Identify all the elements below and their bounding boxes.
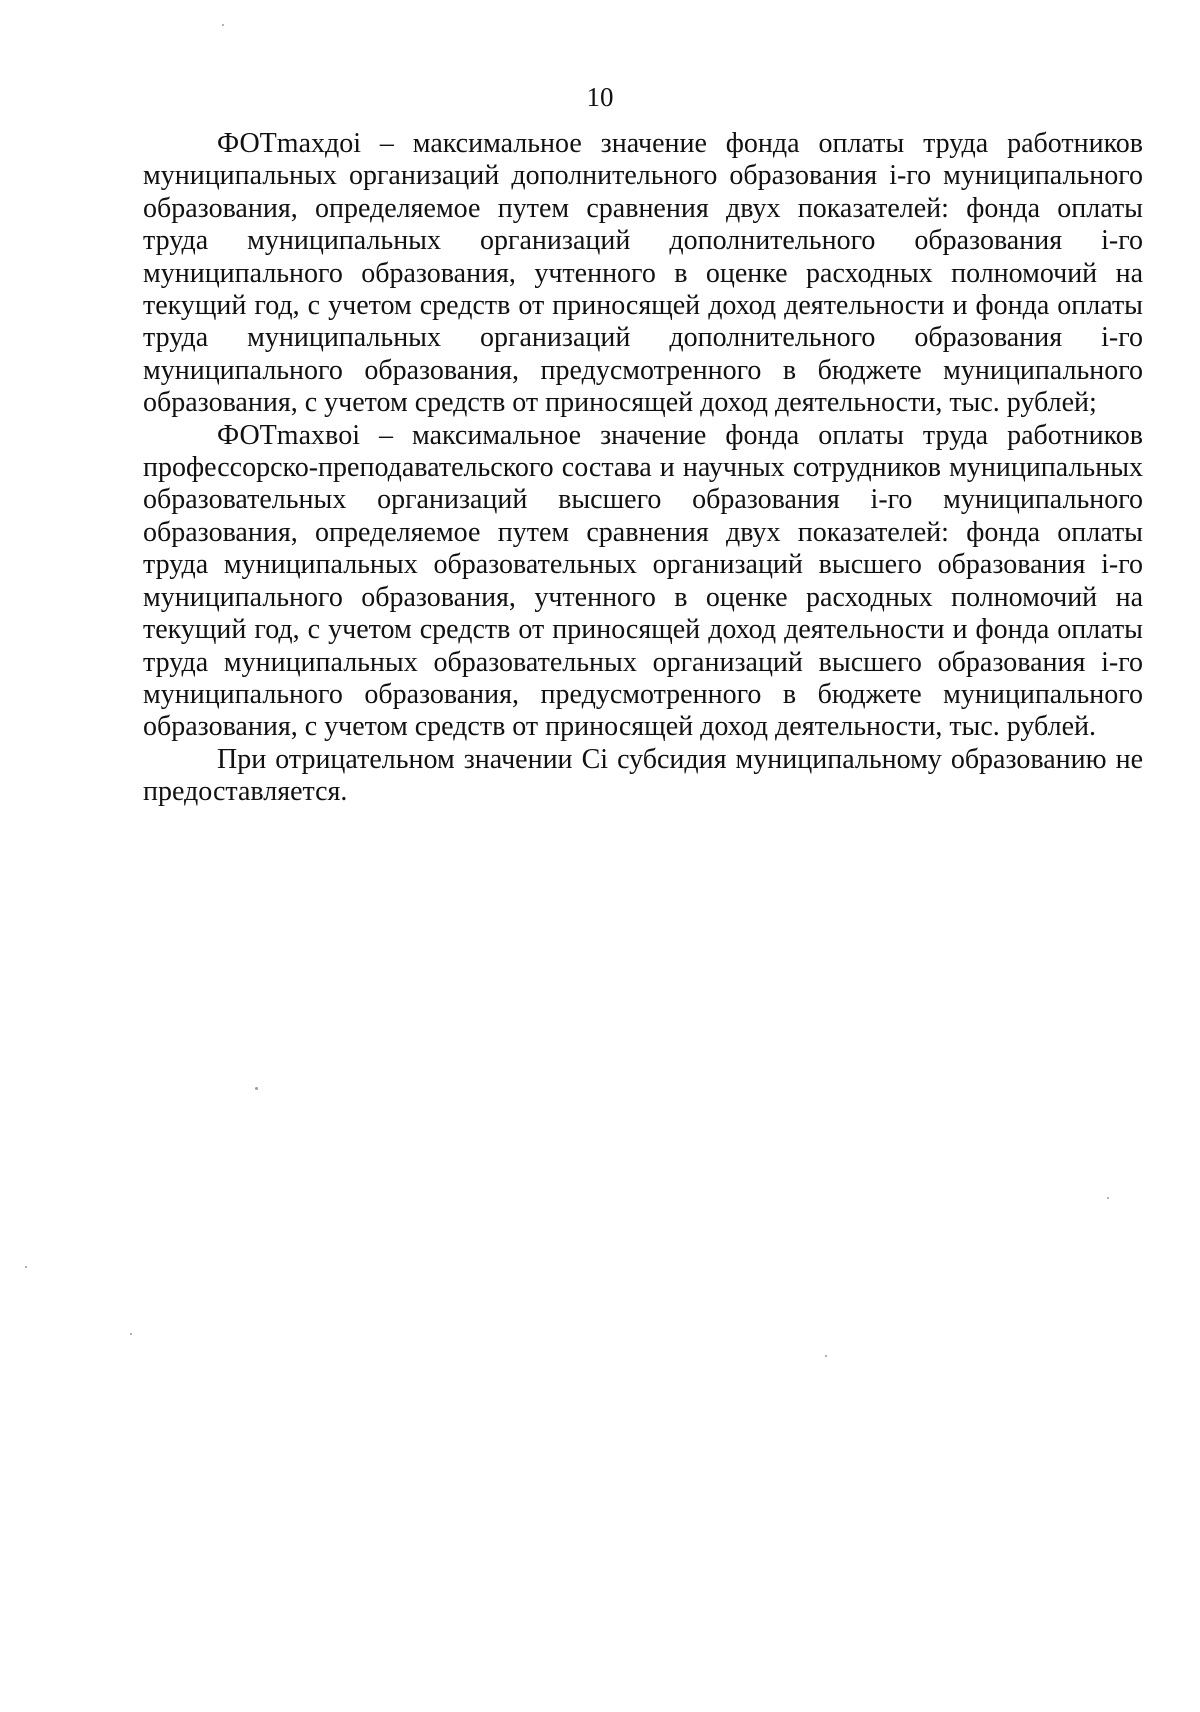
scan-speck bbox=[25, 1266, 27, 1268]
scan-speck bbox=[825, 1355, 827, 1357]
scan-speck bbox=[222, 24, 224, 26]
page-number: 10 bbox=[586, 82, 614, 112]
document-body bbox=[143, 128, 1143, 809]
paragraph-fot-max-vo: ФОТmaxвoi – максимальное значение фонда оплаты труда работников профессорско-преподавательского состава и научных сотрудников муниципальных образовательных организаций высшего образования i-го муниципального образования, определяемое путем сравнения двух показателей: фонда оплаты труда муниципальных образовательных организаций высшего образования i-го муниципального образования, учтенного в оценке расходных полномочий на текущий год, с учетом средств от приносящей доход деятельности и фонда оплаты труда муниципальных образовательных организаций высшего образования i-го муниципального образования, предусмотренного в бюджете муниципального образования, с учетом средств от приносящей доход деятельности, тыс. рублей. bbox=[143, 419, 1143, 743]
scan-speck bbox=[1107, 1197, 1109, 1199]
scan-speck bbox=[130, 1333, 132, 1335]
paragraph-negative-value: При отрицательном значении Ci субсидия муниципальному образованию не предоставляется. bbox=[143, 743, 1143, 808]
scan-speck bbox=[255, 1087, 258, 1090]
paragraph-fot-max-do: ФОТmaxдoi – максимальное значение фонда оплаты труда работников муниципальных организаций дополнительного образования i-го муниципального образования, определяемое путем сравнения двух показателей: фонда оплаты труда муниципальных организаций дополнительного образования i-го муниципального образования, учтенного в оценке расходных полномочий на текущий год, с учетом средств от приносящей доход деятельности и фонда оплаты труда муниципальных организаций дополнительного образования i-го муниципального образования, предусмотренного в бюджете муниципального образования, с учетом средств от приносящей доход деятельности, тыс. рублей; bbox=[143, 128, 1143, 419]
